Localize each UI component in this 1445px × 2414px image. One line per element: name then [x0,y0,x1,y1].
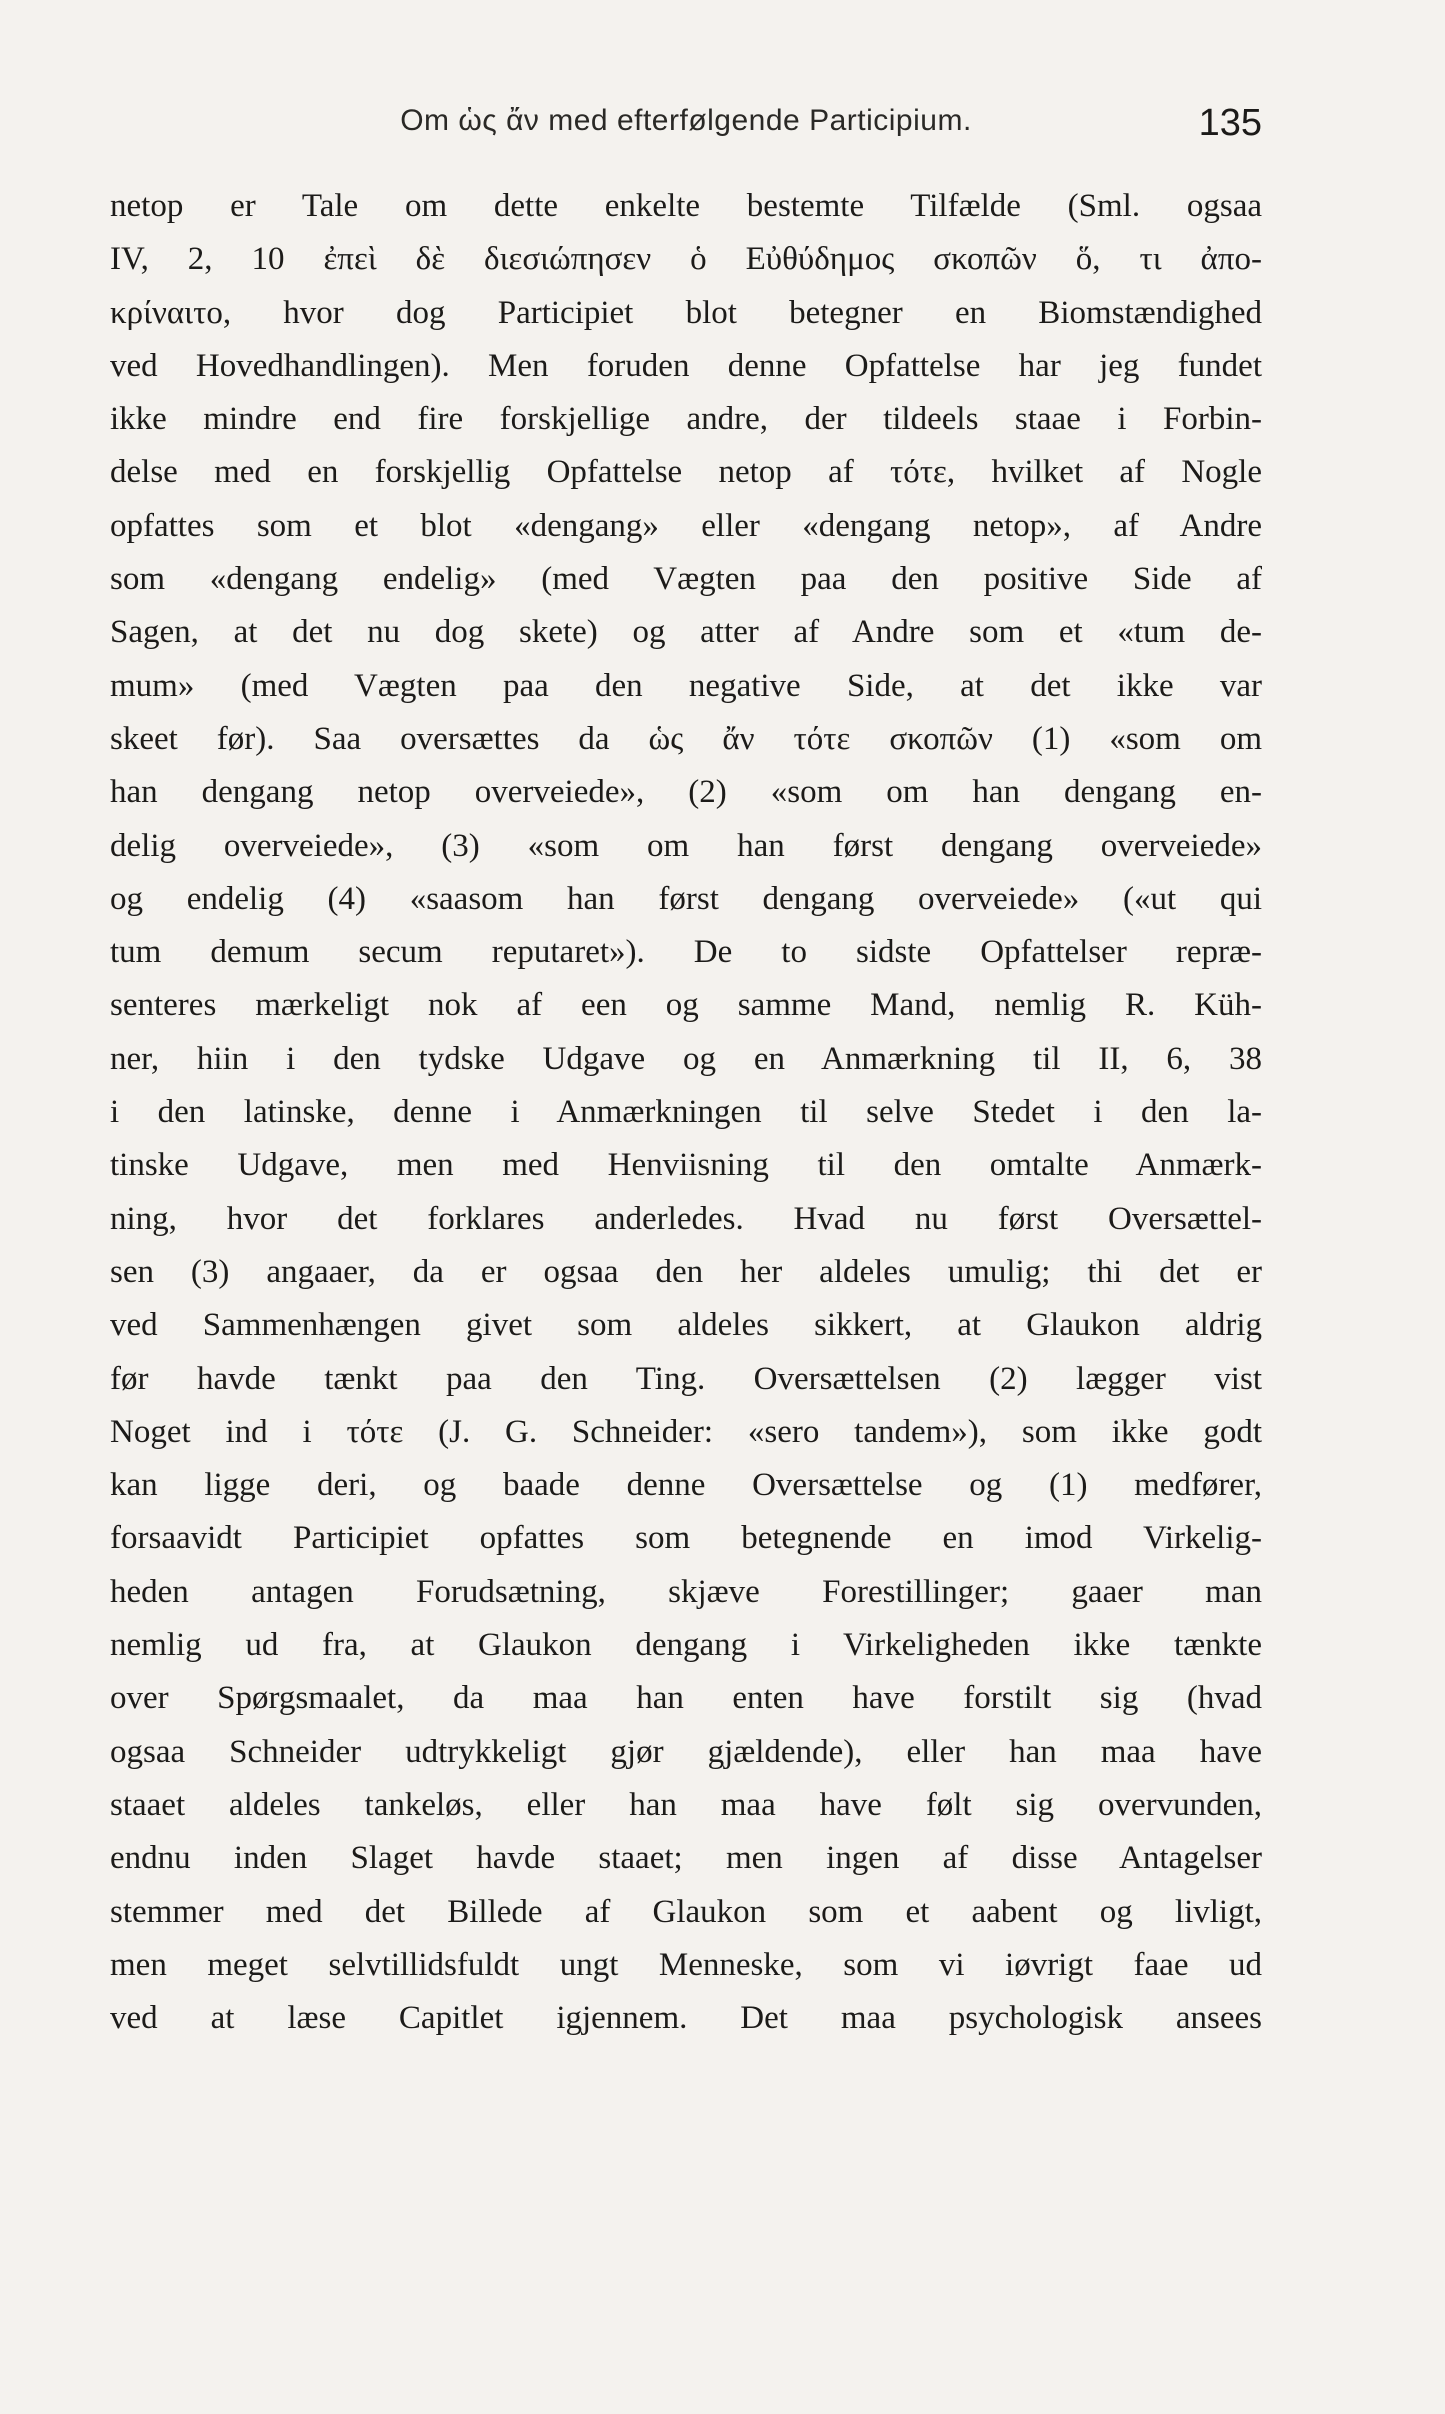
text-line: delse med en forskjellig Opfattelse netop af τότε, hvilket af Nogle [110,454,1262,491]
text-line: Noget ind i τότε (J. G. Schneider: «sero tandem»), som ikke godt [110,1413,1262,1450]
text-line: men meget selvtillidsfuldt ungt Menneske, som vi iøvrigt faae ud [110,1946,1262,1983]
text-line: han dengang netop overveiede», (2) «som om han dengang en- [110,774,1262,811]
text-line: sen (3) angaaer, da er ogsaa den her aldeles umulig; thi det er [110,1253,1262,1290]
running-title: Om ὡς ἄν med efterfølgende Participium. [400,104,972,137]
page-number: 135 [1198,102,1262,144]
text-line: ved Hovedhandlingen). Men foruden denne Opfattelse har jeg fundet [110,347,1262,384]
text-line: senteres mærkeligt nok af een og samme Mand, nemlig R. Küh- [110,987,1262,1024]
text-line: tinske Udgave, men med Henviisning til den omtalte Anmærk- [110,1147,1262,1184]
text-line: ved at læse Capitlet igjennem. Det maa psychologisk ansees [110,2000,1262,2037]
text-line: ved Sammenhængen givet som aldeles sikkert, at Glaukon aldrig [110,1307,1262,1344]
text-line: ner, hiin i den tydske Udgave og en Anmærkning til II, 6, 38 [110,1040,1262,1077]
text-line: heden antagen Forudsætning, skjæve Forestillinger; gaaer man [110,1573,1262,1610]
running-head [110,96,1262,146]
text-line: opfattes som et blot «dengang» eller «dengang netop», af Andre [110,507,1262,544]
text-line: tum demum secum reputaret»). De to sidste Opfattelser repræ- [110,934,1262,971]
text-line: ning, hvor det forklares anderledes. Hvad nu først Oversættel- [110,1200,1262,1237]
text-line: som «dengang endelig» (med Vægten paa den positive Side af [110,561,1262,598]
text-line: ikke mindre end fire forskjellige andre, der tildeels staae i Forbin- [110,401,1262,438]
text-line: over Spørgsmaalet, da maa han enten have forstilt sig (hvad [110,1680,1262,1717]
text-line: IV, 2, 10 ἐπεὶ δὲ διεσιώπησεν ὁ Εὐθύδημος σκοπῶν ὅ, τι ἀπο- [110,241,1262,278]
text-line: kan ligge deri, og baade denne Oversættelse og (1) medfører, [110,1467,1262,1504]
text-line: stemmer med det Billede af Glaukon som et aabent og livligt, [110,1893,1262,1930]
text-line: før havde tænkt paa den Ting. Oversættelsen (2) lægger vist [110,1360,1262,1397]
text-line: ogsaa Schneider udtrykkeligt gjør gjældende), eller han maa have [110,1733,1262,1770]
text-line: nemlig ud fra, at Glaukon dengang i Virkeligheden ikke tænkte [110,1627,1262,1664]
text-line: delig overveiede», (3) «som om han først dengang overveiede» [110,827,1262,864]
text-line: Sagen, at det nu dog skete) og atter af Andre som et «tum de- [110,614,1262,651]
text-line: i den latinske, denne i Anmærkningen til selve Stedet i den la- [110,1094,1262,1131]
text-line: netop er Tale om dette enkelte bestemte Tilfælde (Sml. ogsaa [110,188,1262,224]
text-line: κρίναιτο, hvor dog Participiet blot betegner en Biomstændighed [110,294,1262,331]
text-line: og endelig (4) «saasom han først dengang overveiede» («ut qui [110,880,1262,917]
text-line: endnu inden Slaget havde staaet; men ingen af disse Antagelser [110,1840,1262,1877]
body-text [110,180,1262,2045]
text-line: mum» (med Vægten paa den negative Side, at det ikke var [110,667,1262,704]
text-line: staaet aldeles tankeløs, eller han maa have følt sig overvunden, [110,1786,1262,1823]
text-line: forsaavidt Participiet opfattes som betegnende en imod Virkelig- [110,1520,1262,1557]
text-line: skeet før). Saa oversættes da ὡς ἄν τότε σκοπῶν (1) «som om [110,720,1262,757]
